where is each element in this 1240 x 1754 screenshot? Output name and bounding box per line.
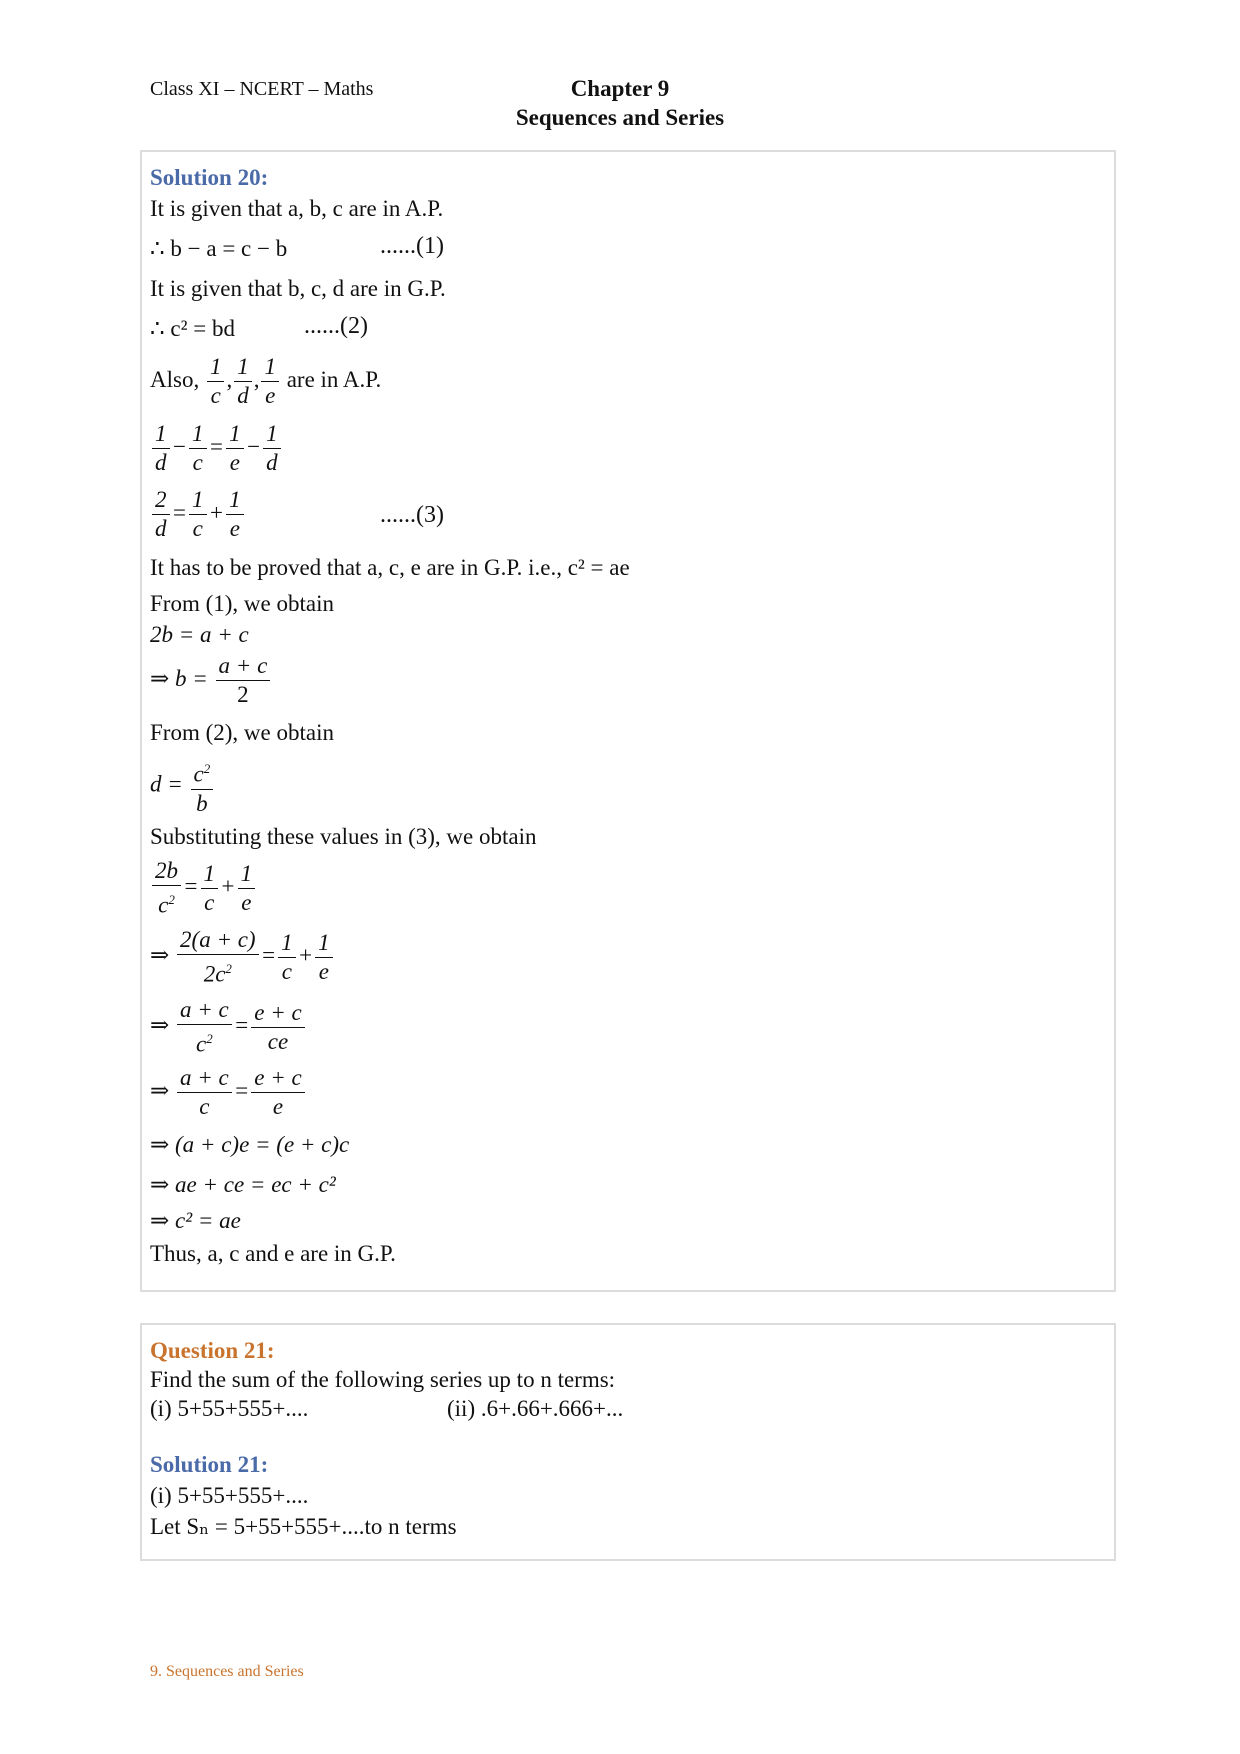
sol20-line-8: 2b = a + c [150, 622, 249, 647]
sol20-line-9: From (2), we obtain [150, 720, 334, 745]
equation-tag-1: ......(1) [380, 233, 444, 259]
sol20-line-12: ⇒ ae + ce = ec + c² [150, 1172, 336, 1197]
fraction-1-over-d: $\frac{1}{d}$ [234, 353, 252, 410]
sol20-line-5: Also, $\frac{1}{c}$ , $\frac{1}{d}$ , $\frac{1}{e}$ are in A.P. [150, 354, 382, 409]
question-21-part-2: (ii) .6+.66+.666+... [447, 1396, 624, 1421]
sol20-line-11: ⇒ (a + c)e = (e + c)c [150, 1132, 350, 1157]
solution-20-heading: Solution 20: [150, 165, 269, 190]
sol20-line-2: ∴ b − a = c − b [150, 236, 288, 261]
sol20-line-1: It is given that a, b, c are in A.P. [150, 196, 444, 221]
fraction-1-over-c: $\frac{1}{c}$ [207, 353, 225, 410]
solution-21-heading: Solution 21: [150, 1452, 269, 1477]
chapter-heading [470, 74, 770, 132]
fraction-1-over-e: $\frac{1}{e}$ [261, 353, 279, 410]
sol20-step-1: $\frac{2b}{c^2}$ = $\frac{1}{c}$ + $\frac{1}{e}$ [150, 857, 257, 920]
sol21-line-2: Let Sₙ = 5+55+555+....to n terms [150, 1514, 457, 1539]
question-21-text: Find the sum of the following series up to n terms: [150, 1367, 616, 1392]
sol20-step-4: ⇒ $\frac{a + c}{c}$ = $\frac{e + c}{e}$ [150, 1063, 307, 1121]
sol20-line-3: It is given that b, c, d are in G.P. [150, 276, 446, 301]
sol20-line-10: Substituting these values in (3), we obtain [150, 824, 537, 849]
question-21-part-1: (i) 5+55+555+.... [150, 1396, 309, 1421]
sol20-line-6: It has to be proved that a, c, e are in G.P. i.e., c² = ae [150, 555, 630, 580]
sol20-line-13: ⇒ c² = ae [150, 1208, 241, 1233]
sol20-line-7: From (1), we obtain [150, 591, 334, 616]
footer-chapter-label: 9. Sequences and Series [150, 1663, 304, 1680]
sol20-line-14: Thus, a, c and e are in G.P. [150, 1241, 396, 1266]
chapter-number: Chapter 9 [570, 76, 670, 101]
question-21-heading: Question 21: [150, 1338, 275, 1363]
sol20-equation-3: $\frac{2}{d}$ = $\frac{1}{c}$ + $\frac{1}{e}$ [150, 485, 246, 543]
header-class-label: Class XI – NCERT – Maths [150, 78, 374, 100]
sol20-line-4: ∴ c² = bd [150, 316, 235, 341]
also-label: Also, [150, 367, 200, 392]
sol21-line-1: (i) 5+55+555+.... [150, 1483, 309, 1508]
equation-tag-3: ......(3) [380, 502, 444, 528]
sol20-step-2: ⇒ $\frac{2(a + c)}{2c^2}$ = $\frac{1}{c}$ + $\frac{1}{e}$ [150, 926, 335, 989]
sol20-equation-b: ⇒ b = $\frac{a + c}{2}$ [150, 651, 272, 709]
sol20-step-3: ⇒ $\frac{a + c}{c^2}$ = $\frac{e + c}{ce}$ [150, 996, 307, 1059]
sol20-equation-d: d = $\frac{c^2}{b}$ [150, 755, 215, 818]
equation-tag-2: ......(2) [304, 313, 368, 339]
are-in-ap-label: are in A.P. [286, 367, 382, 392]
chapter-title: Sequences and Series [515, 105, 725, 130]
sol20-equation-ap-diff: $\frac{1}{d}$ − $\frac{1}{c}$ = $\frac{1}{e}$ − $\frac{1}{d}$ [150, 419, 283, 477]
